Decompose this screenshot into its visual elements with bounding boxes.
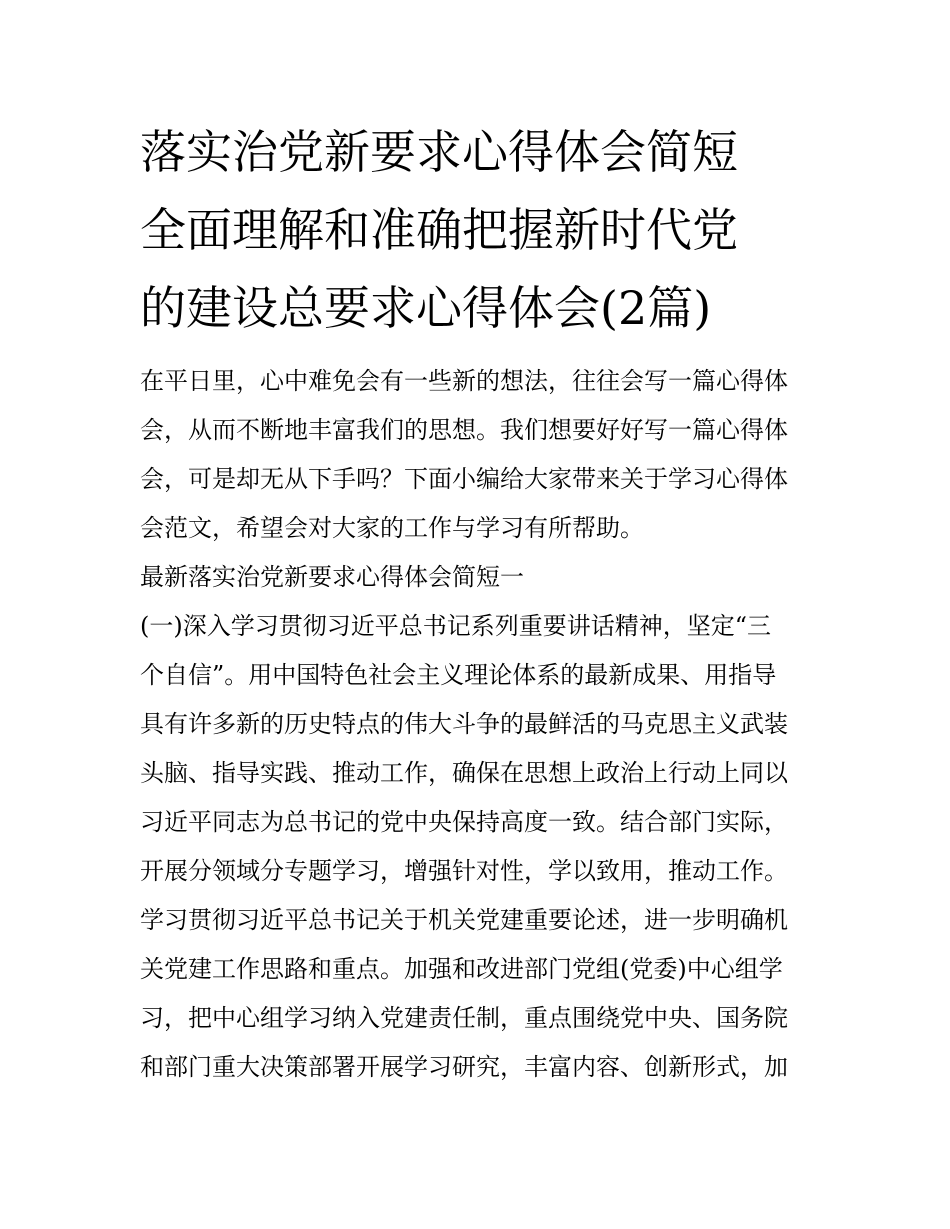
document-title bbox=[140, 113, 820, 347]
title-line-1: 落实治党新要求心得体会简短 bbox=[140, 125, 738, 179]
body-line: 关党建工作思路和重点。加强和改进部门党组(党委)中心组学 bbox=[140, 955, 783, 983]
body-line: 具有许多新的历史特点的伟大斗争的最鲜活的马克思主义武装 bbox=[140, 710, 788, 738]
body-line: 会，从而不断地丰富我们的思想。我们想要好好写一篇心得体 bbox=[140, 416, 788, 444]
document-body bbox=[140, 357, 830, 1092]
body-line: 和部门重大决策部署开展学习研究，丰富内容、创新形式，加 bbox=[140, 1053, 788, 1081]
body-line: 会，可是却无从下手吗？下面小编给大家带来关于学习心得体 bbox=[140, 465, 788, 493]
body-line: (一)深入学习贯彻习近平总书记系列重要讲话精神，坚定“三 bbox=[140, 612, 771, 640]
body-line: 头脑、指导实践、推动工作，确保在思想上政治上行动上同以 bbox=[140, 759, 788, 787]
title-line-2: 全面理解和准确把握新时代党 bbox=[140, 203, 738, 257]
title-line-3: 的建设总要求心得体会(2篇) bbox=[140, 281, 712, 335]
body-line: 学习贯彻习近平总书记关于机关党建重要论述，进一步明确机 bbox=[140, 906, 788, 934]
body-line: 开展分领域分专题学习，增强针对性，学以致用，推动工作。 bbox=[140, 857, 788, 885]
body-line: 会范文，希望会对大家的工作与学习有所帮助。 bbox=[140, 514, 644, 542]
body-line: 习近平同志为总书记的党中央保持高度一致。结合部门实际， bbox=[140, 808, 788, 836]
section-heading: 最新落实治党新要求心得体会简短一 bbox=[140, 563, 524, 591]
body-line: 在平日里，心中难免会有一些新的想法，往往会写一篇心得体 bbox=[140, 367, 788, 395]
body-line: 个自信”。用中国特色社会主义理论体系的最新成果、用指导 bbox=[140, 661, 777, 689]
body-line: 习，把中心组学习纳入党建责任制，重点围绕党中央、国务院 bbox=[140, 1004, 788, 1032]
